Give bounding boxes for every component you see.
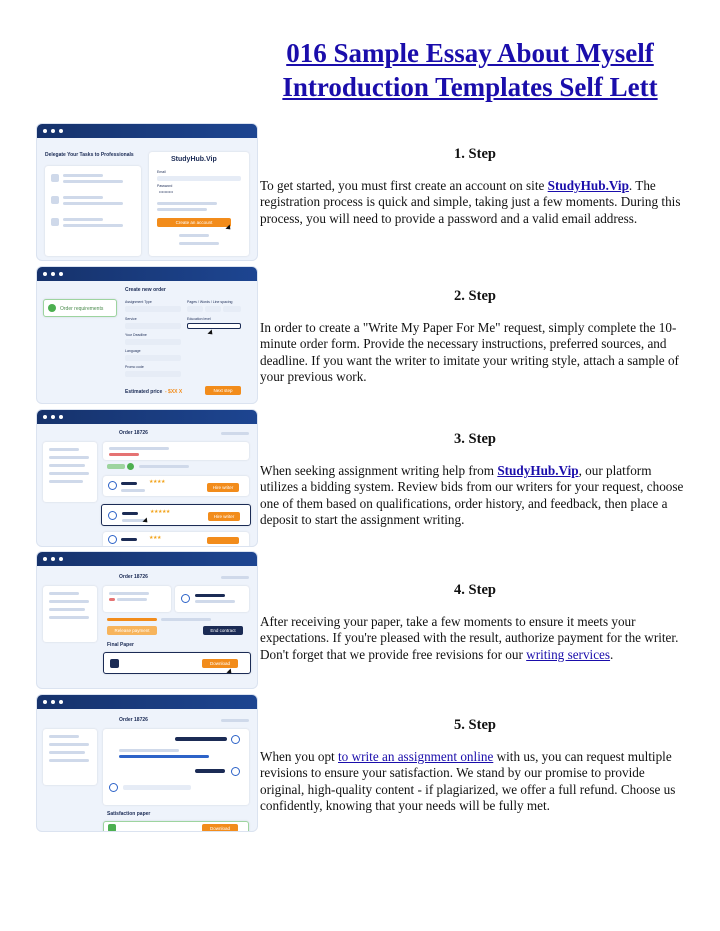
final-paper-label: Final Paper (107, 642, 134, 648)
step-title: 4. Step (454, 582, 496, 598)
studyhub-logo: StudyHub.Vip (171, 156, 217, 163)
writer-info (175, 586, 249, 612)
step-4 (260, 582, 690, 663)
card5-sidebar (43, 729, 97, 785)
document-icon (108, 824, 116, 832)
rating-stars-icon: ★★★★ (149, 479, 165, 485)
card3-sidebar (43, 442, 97, 502)
email-field[interactable] (157, 176, 241, 181)
rating-stars-icon: ★★★ (149, 535, 161, 541)
step-text: To get started, you must first create an account on site StudyHub.Vip. The registration process is quick and simple, taking just a few moments. During this process, you will need to provide a password and a valid email address. (260, 178, 681, 226)
step2-screenshot (36, 266, 258, 404)
step-title: 5. Step (454, 717, 496, 733)
release-payment-button[interactable]: Release payment (107, 626, 157, 635)
promo-code-input[interactable] (125, 371, 181, 377)
step4-screenshot (36, 551, 258, 689)
order-requirements-tab[interactable]: Order requirements (43, 299, 117, 317)
hire-writer-button[interactable]: Hire writer (207, 483, 239, 492)
hire-writer-button[interactable] (207, 537, 239, 544)
education-level-label: Education level (187, 317, 211, 321)
satisfaction-paper-file[interactable] (103, 821, 249, 832)
step-title: 1. Step (454, 146, 496, 162)
next-step-button[interactable]: Next step (205, 386, 241, 395)
step-text: When seeking assignment writing help from StudyHub.Vip, our platform utilizes a bidding system. Review bids from our writers for your request, choose one of them based on qualifications, order history, and feedback, then place a deposit to start the assignment writing. (260, 463, 684, 527)
studyhub-link[interactable]: StudyHub.Vip (497, 463, 579, 479)
order-info (103, 586, 171, 612)
chat-panel (103, 729, 249, 805)
card1-left-panel (45, 166, 141, 256)
end-contract-button[interactable]: End contract (203, 626, 243, 635)
estimated-price-label: Estimated price (125, 389, 163, 395)
final-paper-file[interactable] (103, 652, 251, 674)
card1-signup-form (149, 152, 249, 256)
window-titlebar (37, 695, 257, 709)
page-title (250, 36, 690, 104)
step-1 (260, 146, 690, 227)
download-button[interactable]: Download (202, 824, 238, 832)
writer-avatar-icon (108, 481, 117, 490)
document-icon (110, 659, 119, 668)
step-text: When you opt to write an assignment online with us, you can request multiple revisions to ensure your satisfaction. We stand by our promise to provide original, high-quality content - if plagiarized, we offer a full refund. Choose us confidently, knowing that your needs will be fully met. (260, 749, 676, 813)
service-label: Service (125, 317, 137, 321)
create-account-button[interactable]: Create an account (157, 218, 231, 227)
step-5 (260, 717, 690, 814)
step5-screenshot (36, 694, 258, 832)
deadline-label: Your Deadline (125, 333, 147, 337)
pages-label: Pages / Words / Line spacing (187, 300, 233, 304)
order-summary (103, 442, 249, 460)
mouse-cursor-icon (207, 329, 214, 336)
assignment-type-label: Assignment Type (125, 300, 152, 304)
bid-row-selected[interactable] (101, 504, 251, 526)
step-text: In order to create a "Write My Paper For Me" request, simply complete the 10-minute order form. Provide the necessary instructions, preferred sources, and deadline. If you want the writer to imitate your writing style, attach a sample of your previous work. (260, 320, 679, 384)
card1-heading: Delegate Your Tasks to Professionals (45, 152, 134, 158)
password-field[interactable]: •••••••••• (159, 189, 174, 194)
step-2 (260, 288, 690, 385)
service-select[interactable] (125, 323, 181, 329)
bid-row[interactable] (103, 476, 249, 496)
rating-stars-icon: ★★★★★ (150, 509, 170, 515)
step-title: 2. Step (454, 288, 496, 304)
card4-sidebar (43, 586, 97, 642)
studyhub-link[interactable]: StudyHub.Vip (547, 178, 629, 194)
writer-avatar-icon (108, 511, 117, 520)
assignment-type-select[interactable] (125, 306, 181, 312)
mouse-cursor-icon (226, 668, 233, 675)
window-titlebar (37, 124, 257, 138)
step-text: After receiving your paper, take a few moments to ensure it meets your expectations. If you're pleased with the result, authorize payment for the writer. Don't forget that we provide free revisions for our writing services. (260, 614, 679, 662)
language-select[interactable] (125, 355, 181, 361)
email-label: Email (157, 170, 166, 174)
user-avatar-icon (231, 767, 240, 776)
language-label: Language (125, 349, 141, 353)
education-level-select[interactable] (187, 323, 241, 329)
writer-avatar-icon (108, 535, 117, 544)
deadline-select[interactable] (125, 339, 181, 345)
satisfaction-paper-label: Satisfaction paper (107, 811, 151, 817)
writer-avatar-icon (109, 783, 118, 792)
password-label: Password (157, 184, 173, 188)
bid-row[interactable] (103, 532, 249, 547)
download-button[interactable]: Download (202, 659, 238, 668)
writing-services-link[interactable]: writing services (526, 646, 611, 662)
step3-screenshot (36, 409, 258, 547)
page-title-link[interactable]: 016 Sample Essay About Myself Introduction Templates Self Lett (282, 38, 658, 102)
window-titlebar (37, 267, 257, 281)
card3-heading: Order 18726 (119, 430, 148, 436)
step-title: 3. Step (454, 431, 496, 447)
user-avatar-icon (231, 735, 240, 744)
window-titlebar (37, 552, 257, 566)
hire-writer-button[interactable]: Hire writer (208, 512, 240, 521)
card5-heading: Order 18726 (119, 717, 148, 723)
estimated-price-value: - $XX X (165, 389, 183, 395)
step-3 (260, 431, 690, 528)
window-titlebar (37, 410, 257, 424)
write-assignment-link[interactable]: to write an assignment online (338, 749, 494, 765)
writer-avatar-icon (181, 594, 190, 603)
card4-heading: Order 18726 (119, 574, 148, 580)
step1-screenshot (36, 123, 258, 261)
card2-heading: Create new order (125, 287, 166, 293)
promo-code-label: Promo code (125, 365, 144, 369)
